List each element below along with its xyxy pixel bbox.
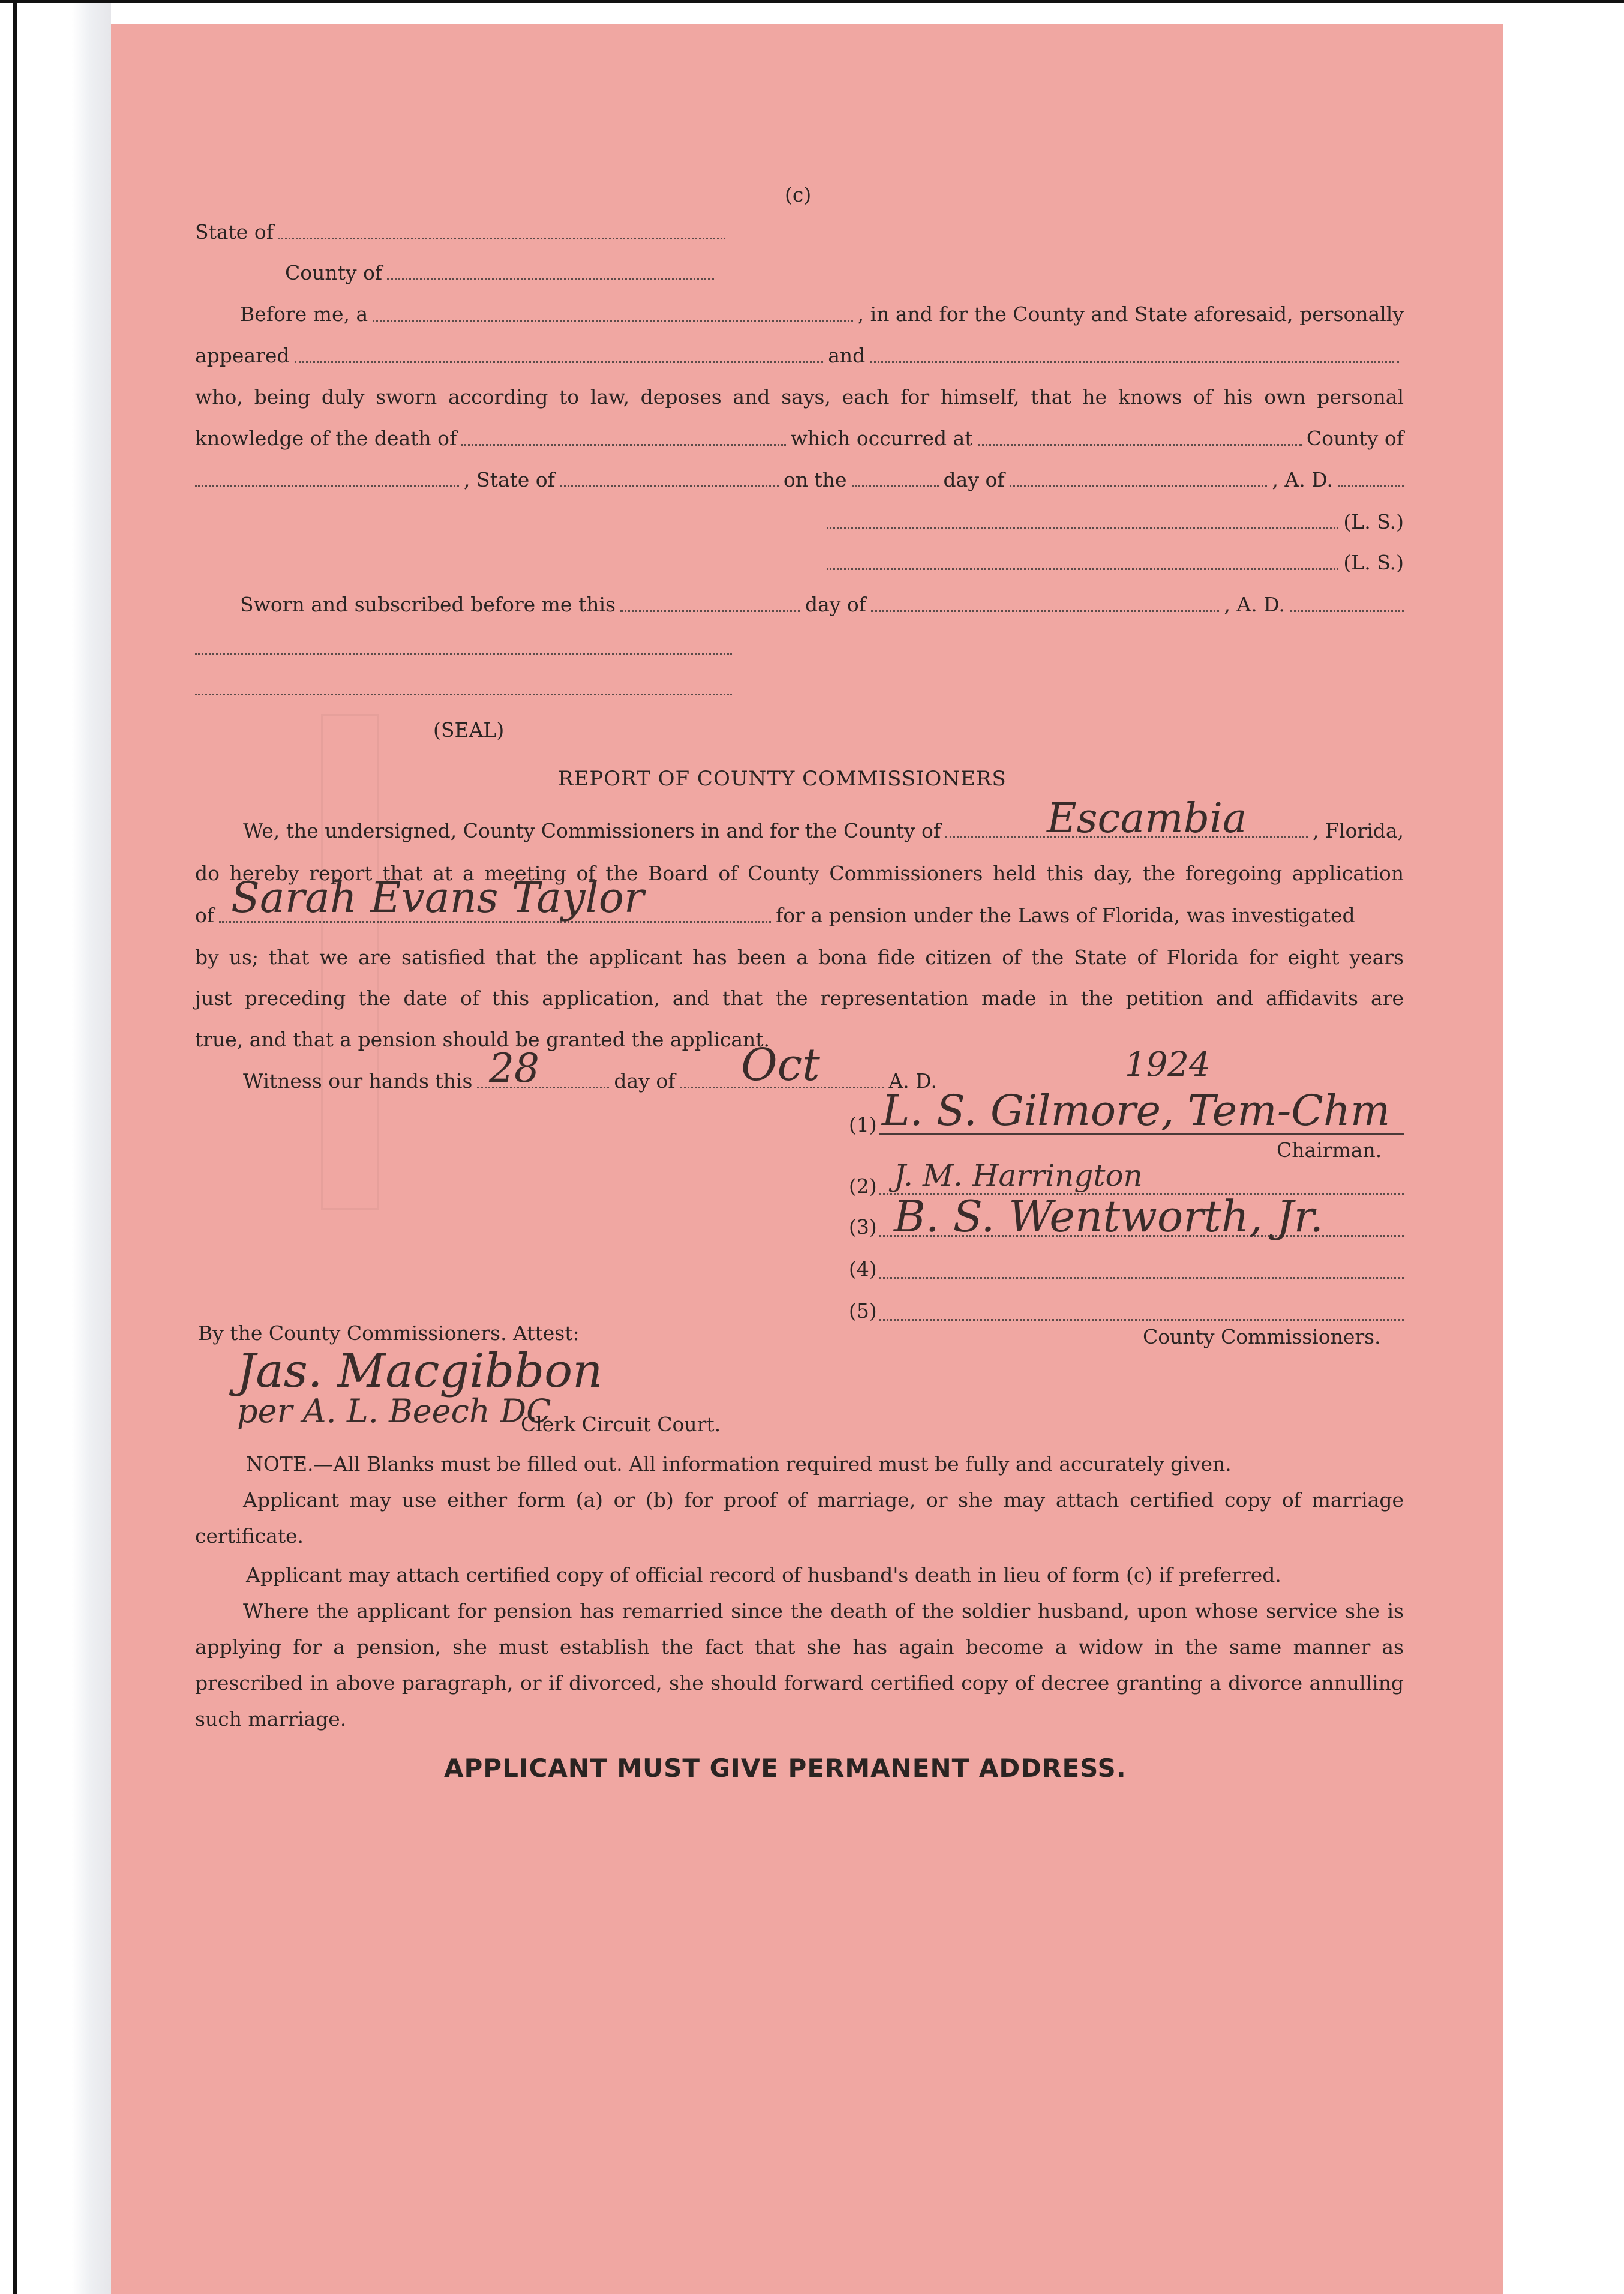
state-field[interactable] bbox=[278, 238, 725, 239]
officer-signature-line[interactable] bbox=[195, 653, 732, 655]
report-florida-label: , Florida, bbox=[1313, 819, 1404, 842]
clerk-label: Clerk Circuit Court. bbox=[521, 1413, 721, 1436]
sworn-ad-label: , A. D. bbox=[1224, 593, 1285, 616]
death-of-row bbox=[195, 425, 1404, 452]
report-title: REPORT OF COUNTY COMMISSIONERS bbox=[558, 767, 1007, 791]
note-blanks: NOTE.—All Blanks must be filled out. All information required must be fully and accurately given. bbox=[246, 1452, 1232, 1476]
note-marriage-proof: Applicant may use either form (a) or (b) for proof of marriage, or she may attach certified copy of marriage certificate. bbox=[195, 1488, 1404, 1548]
sworn-statement-row bbox=[195, 384, 1404, 410]
appeared-label: appeared bbox=[195, 344, 290, 367]
affiant-1-field[interactable] bbox=[295, 361, 824, 363]
note-death-record: Applicant may attach certified copy of official record of husband's death in lieu of form (c) if preferred. bbox=[246, 1563, 1281, 1587]
which-occurred-label: which occurred at bbox=[790, 427, 973, 450]
witness-month-handwriting: Oct bbox=[741, 1039, 820, 1091]
report-line-5: just preceding the date of this application, and that the representation made in the petition and affidavits are bbox=[195, 986, 1404, 1010]
knowledge-label: knowledge of the death of bbox=[195, 427, 457, 450]
scan-top-edge bbox=[0, 0, 1624, 3]
applicant-name-handwriting: Sarah Evans Taylor bbox=[231, 873, 644, 922]
sig-num-1: (1) bbox=[849, 1113, 877, 1136]
report-of-label: of bbox=[195, 904, 215, 927]
affiant-sig-2-row bbox=[822, 550, 1404, 576]
death-place-field[interactable] bbox=[978, 444, 1302, 446]
commissioner-3-signature: B. S. Wentworth, Jr. bbox=[894, 1191, 1323, 1242]
before-me-row bbox=[240, 301, 1404, 328]
death-date-row bbox=[195, 467, 1404, 493]
report-line-2: do hereby report that at a meeting of the Board of County Commissioners held this day, the foregoing application bbox=[195, 862, 1404, 885]
attest-label: By the County Commissioners. Attest: bbox=[198, 1321, 580, 1345]
sworn-subscribed-row bbox=[240, 592, 1404, 618]
chairman-label: Chairman. bbox=[1277, 1138, 1382, 1162]
report-line-5-row bbox=[195, 985, 1404, 1012]
officer-field[interactable] bbox=[373, 320, 853, 322]
sworn-day-field[interactable] bbox=[620, 610, 800, 612]
witness-year-handwriting: 1924 bbox=[1125, 1045, 1211, 1084]
appeared-row bbox=[195, 343, 1404, 369]
state-of-label: , State of bbox=[464, 468, 555, 491]
before-me-suffix: , in and for the County and State aforesaid, personally bbox=[857, 302, 1404, 326]
scan-left-edge bbox=[13, 0, 17, 2294]
county-handwriting: Escambia bbox=[1047, 795, 1247, 842]
sig-num-2: (2) bbox=[849, 1174, 877, 1198]
on-the-label: on the bbox=[783, 468, 847, 491]
county-field[interactable] bbox=[387, 278, 714, 280]
note-remarriage: Where the applicant for pension has remarried since the death of the soldier husband, upon whose service she is applying for a pension, she must establish the fact that she has again become a widow in the same manner as prescribed in above paragraph, or if divorced, she should forward certified copy of decree granting a divorce annulling such marriage. bbox=[195, 1599, 1404, 1731]
sworn-day-of-label: day of bbox=[805, 593, 866, 616]
clerk-signature: Jas. Macgibbon bbox=[237, 1344, 603, 1398]
report-line-4-row bbox=[195, 944, 1404, 971]
seal-label: (SEAL) bbox=[433, 718, 505, 742]
deceased-name-field[interactable] bbox=[461, 444, 785, 446]
sworn-year-field[interactable] bbox=[1290, 610, 1404, 612]
sworn-statement-text: who, being duly sworn according to law, deposes and says, each for himself, that he knows of his own personal bbox=[195, 385, 1404, 409]
sig-num-3: (3) bbox=[849, 1215, 877, 1239]
report-line-6: true, and that a pension should be granted the applicant. bbox=[195, 1028, 770, 1051]
ad-label: , A. D. bbox=[1272, 468, 1333, 491]
death-day-field[interactable] bbox=[852, 485, 939, 487]
report-line-3: for a pension under the Laws of Florida, was investigated bbox=[776, 904, 1355, 927]
witness-label: Witness our hands this bbox=[243, 1069, 473, 1093]
county-commissioners-label: County Commissioners. bbox=[1143, 1325, 1381, 1348]
witness-day-of-label: day of bbox=[614, 1069, 676, 1093]
county-row bbox=[285, 260, 1404, 286]
officer-title-line[interactable] bbox=[195, 694, 732, 695]
affiant-signature-2-field[interactable] bbox=[827, 568, 1338, 570]
sig-num-4: (4) bbox=[849, 1257, 877, 1281]
ls-mark-1: (L. S.) bbox=[1343, 510, 1404, 533]
county-label: County of bbox=[285, 261, 383, 284]
affiant-sig-1-row bbox=[822, 509, 1404, 535]
affiant-2-field[interactable] bbox=[870, 361, 1399, 363]
chairman-signature: L. S. Gilmore, Tem-Chm bbox=[882, 1086, 1391, 1135]
affiant-signature-1-field[interactable] bbox=[827, 527, 1338, 529]
commissioner-5-signature-line[interactable] bbox=[879, 1319, 1404, 1321]
death-state-field[interactable] bbox=[560, 485, 779, 487]
ls-mark-2: (L. S.) bbox=[1343, 551, 1404, 574]
report-line-4: by us; that we are satisfied that the applicant has been a bona fide citizen of the State of Florida for eight years bbox=[195, 946, 1404, 969]
sworn-subscribed-label: Sworn and subscribed before me this bbox=[240, 593, 616, 616]
day-of-label: day of bbox=[943, 468, 1005, 491]
form-c-marker: (c) bbox=[785, 183, 812, 206]
sig-num-5: (5) bbox=[849, 1299, 877, 1323]
state-label: State of bbox=[195, 220, 274, 244]
sworn-month-field[interactable] bbox=[871, 610, 1219, 612]
commissioner-2-signature: J. M. Harrington bbox=[894, 1158, 1143, 1193]
before-me-label: Before me, a bbox=[240, 302, 368, 326]
witness-day-handwriting: 28 bbox=[489, 1045, 539, 1091]
permanent-address-notice: APPLICANT MUST GIVE PERMANENT ADDRESS. bbox=[444, 1753, 1127, 1783]
deputy-clerk-signature: per A. L. Beech DC bbox=[237, 1392, 551, 1430]
witness-ad-label: A. D. bbox=[888, 1069, 938, 1093]
county-of-label: County of bbox=[1306, 427, 1404, 450]
report-line-1: We, the undersigned, County Commissioners in and for the County of bbox=[243, 819, 941, 842]
death-month-field[interactable] bbox=[1010, 485, 1268, 487]
commissioner-4-signature-line[interactable] bbox=[879, 1277, 1404, 1279]
death-county-field[interactable] bbox=[195, 485, 459, 487]
death-year-field[interactable] bbox=[1338, 485, 1404, 487]
state-row bbox=[195, 219, 1404, 245]
and-label: and bbox=[828, 344, 866, 367]
